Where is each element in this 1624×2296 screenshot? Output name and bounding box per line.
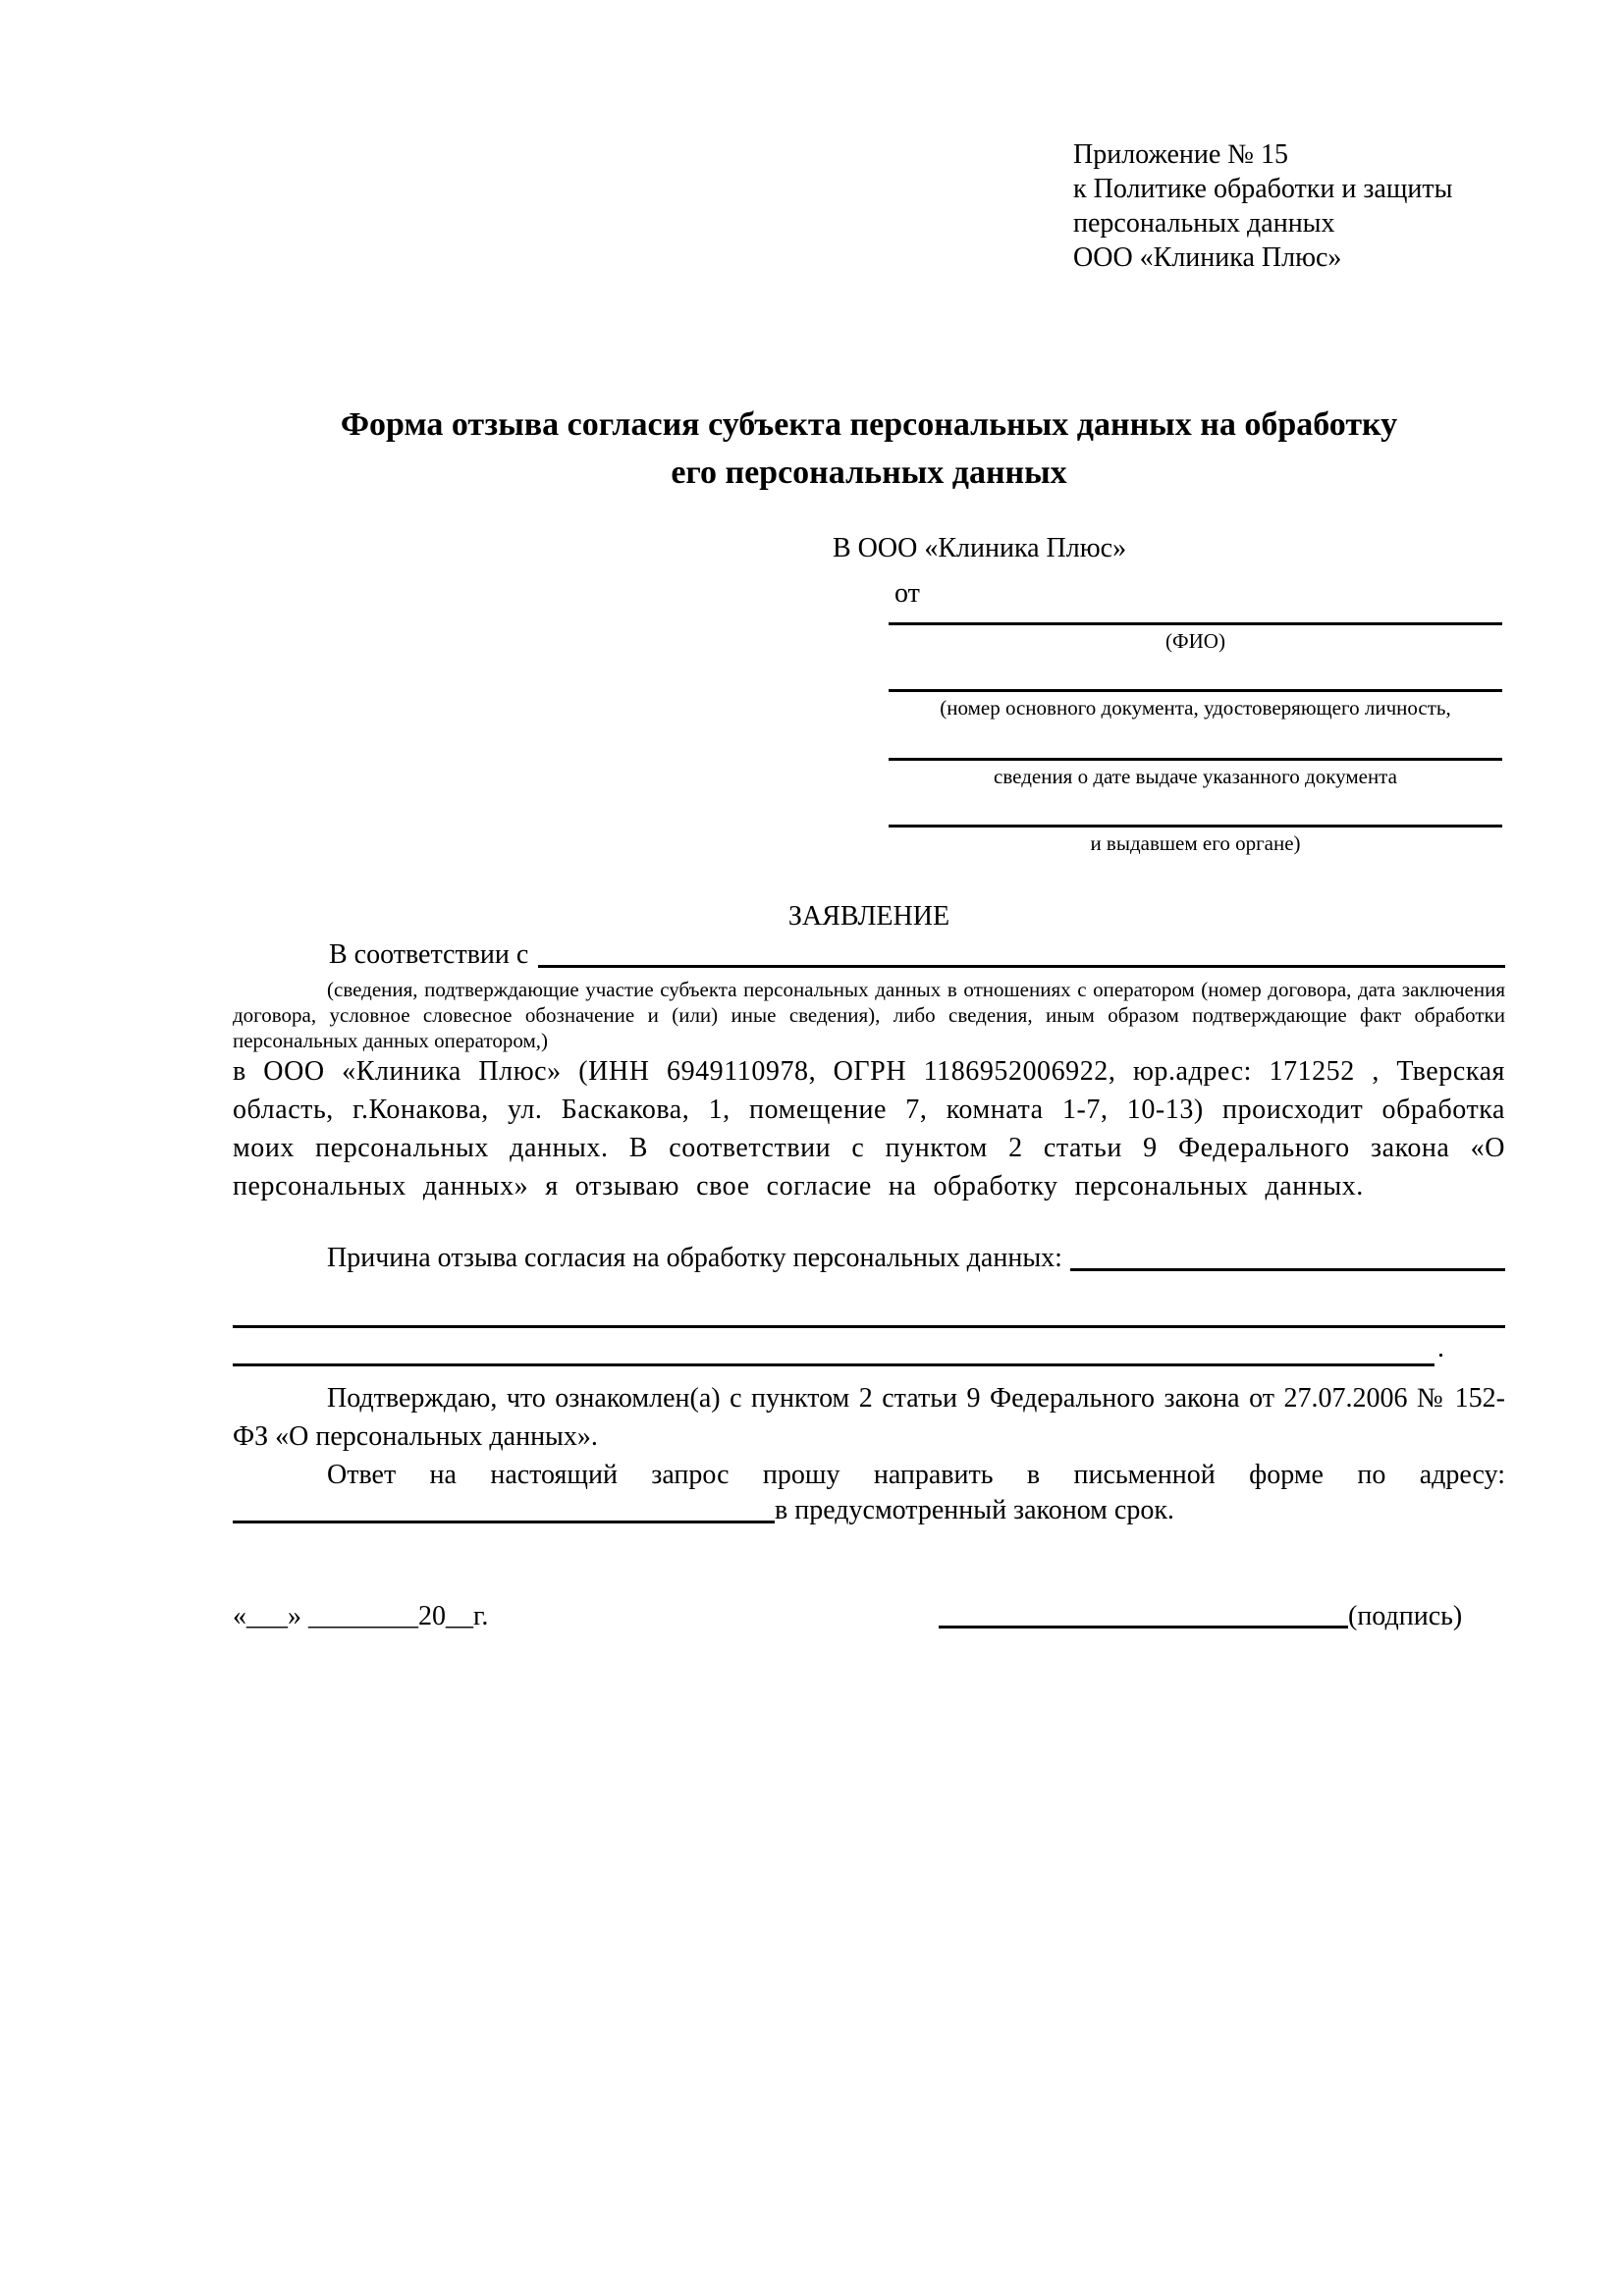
reply-suffix: в предусмотренный законом срок. bbox=[775, 1495, 1174, 1525]
issuing-authority-caption: и выдавшем его органе) bbox=[1090, 831, 1301, 855]
reply-address-blank-line[interactable] bbox=[233, 1521, 775, 1523]
issue-date-field-line[interactable] bbox=[889, 758, 1502, 761]
reason-row bbox=[233, 1239, 1505, 1277]
signature-blank-line[interactable] bbox=[939, 1626, 1348, 1629]
statement-body: в ООО «Клиника Плюс» (ИНН 6949110978, ОГРН 1186952006922, юр.адрес: 171252 , Тверская область, г.Конакова, ул. Баскакова, 1, помещение 7, комната 1-7, 10-13) происходит обработка моих персональных данных. В соответствии с пунктом 2 статьи 9 Федерального закона «О персональных данных» я отзываю свое согласие на обработку персональных данных. bbox=[233, 1056, 1505, 1201]
reason-line-period: . bbox=[1437, 1333, 1444, 1363]
header-line-3: персональных данных bbox=[1073, 208, 1335, 239]
issuing-authority-field-line[interactable] bbox=[889, 825, 1502, 828]
reply-paragraph: Ответ на настоящий запрос прошу направить в письменной форме по адресу: bbox=[327, 1460, 1505, 1490]
statement-intro-row bbox=[329, 936, 1505, 974]
document-number-field-line[interactable] bbox=[889, 689, 1502, 692]
reason-blank-line[interactable] bbox=[1070, 1268, 1505, 1271]
date-blank[interactable]: «___» ________20__г. bbox=[233, 1601, 489, 1631]
document-title bbox=[233, 400, 1505, 497]
intro-text: В соответствии с bbox=[329, 939, 529, 970]
document-number-caption: (номер основного документа, удостоверяющего личность, bbox=[940, 696, 1451, 720]
header-line-4: ООО «Клиника Плюс» bbox=[1073, 242, 1342, 273]
reason-blank-line-2[interactable] bbox=[233, 1325, 1505, 1328]
title-line-2: его персональных данных bbox=[671, 454, 1067, 491]
fio-field-line[interactable] bbox=[889, 622, 1502, 625]
reason-label: Причина отзыва согласия на обработку персональных данных: bbox=[327, 1243, 1062, 1273]
addressee-to: В ООО «Клиника Плюс» bbox=[833, 533, 1127, 563]
header-line-1: Приложение № 15 bbox=[1073, 139, 1288, 170]
intro-blank-line[interactable] bbox=[538, 965, 1505, 968]
confirm-paragraph: Подтверждаю, что ознакомлен(а) с пунктом 2 статьи 9 Федерального закона от 27.07.2006 № 152-ФЗ «О персональных данных». bbox=[233, 1383, 1505, 1452]
header-block bbox=[1073, 137, 1452, 275]
intro-footnote: (сведения, подтверждающие участие субъекта персональных данных в отношениях с оператором (номер договора, дата заключения договора, условное словесное обозначение и (или) иные сведения), либо сведения, иным образом подтверждающие факт обработки персональных данных оператором,) bbox=[233, 978, 1505, 1052]
statement-heading: ЗАЯВЛЕНИЕ bbox=[787, 901, 950, 932]
title-line-1: Форма отзыва согласия субъекта персональных данных на обработку bbox=[340, 406, 1398, 443]
from-label: от bbox=[894, 578, 920, 609]
reply-address-row bbox=[233, 1491, 1505, 1529]
issue-date-caption: сведения о дате выдаче указанного документа bbox=[994, 765, 1397, 788]
signature-caption: (подпись) bbox=[1348, 1601, 1463, 1631]
fio-caption: (ФИО) bbox=[1165, 629, 1225, 653]
header-line-2: к Политике обработки и защиты bbox=[1073, 174, 1453, 204]
signature-row bbox=[939, 1598, 1462, 1635]
reason-blank-line-3[interactable] bbox=[233, 1363, 1435, 1366]
